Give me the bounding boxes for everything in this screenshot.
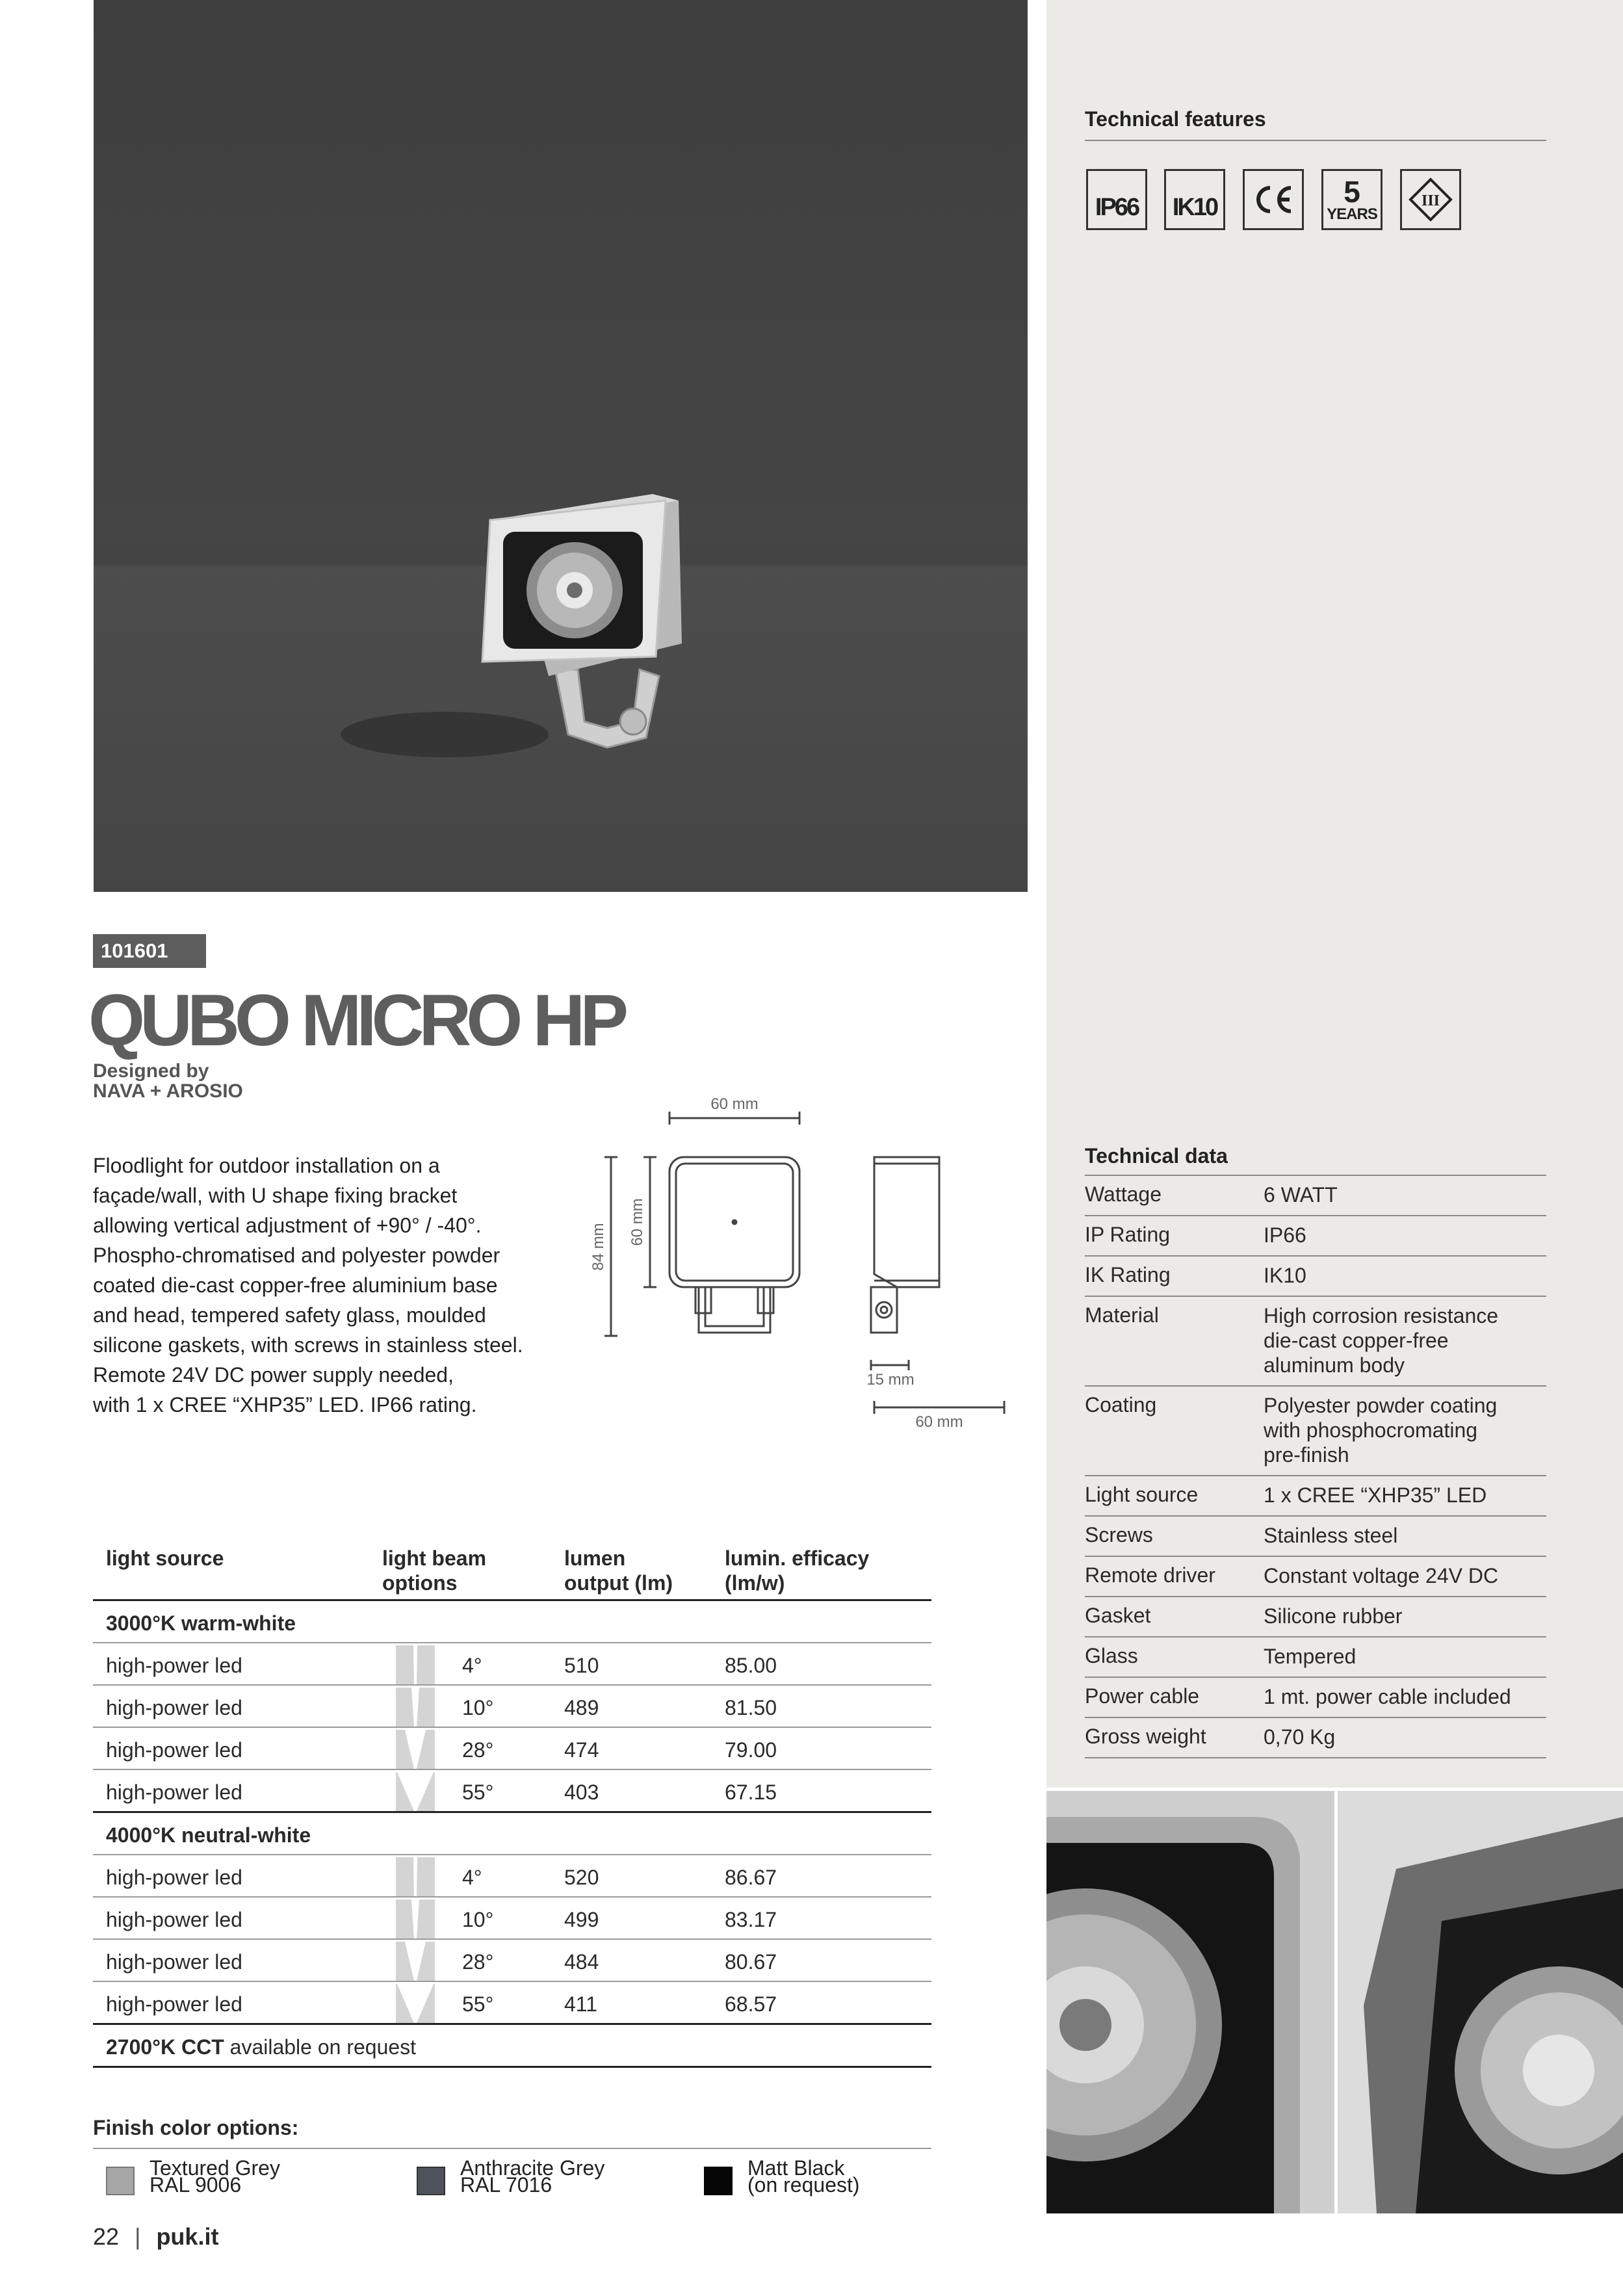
swatch-textured-grey — [106, 2167, 135, 2195]
header-lumen — [564, 1546, 673, 1595]
tech-label: Remote driver — [1085, 1563, 1215, 1587]
header-lumen-line2: output (lm) — [564, 1571, 673, 1595]
site-link[interactable]: puk.it — [156, 2223, 219, 2250]
class-iii-icon — [1400, 169, 1461, 230]
cell-beam: 28° — [462, 1950, 494, 1974]
cell-beam: 4° — [462, 1654, 482, 1677]
cell-lumen: 510 — [564, 1654, 599, 1677]
cell-beam: 10° — [462, 1696, 494, 1719]
dim-height-inner: 60 mm — [629, 1198, 646, 1246]
table-row — [93, 1855, 931, 1898]
cell-efficacy: 80.67 — [725, 1950, 777, 1974]
cell-beam: 10° — [462, 1908, 494, 1931]
cell-efficacy: 86.67 — [725, 1866, 777, 1889]
cell-source: high-power led — [106, 1908, 242, 1931]
product-code: 101601 — [93, 934, 206, 968]
cct-note-row — [93, 2025, 931, 2068]
cct-note — [106, 2035, 416, 2059]
finish-code: (on request) — [747, 2173, 860, 2197]
cell-efficacy: 68.57 — [725, 1992, 777, 2016]
product-description — [93, 1151, 587, 1420]
tech-value: High corrosion resistance die-cast copper-free aluminum body — [1264, 1304, 1499, 1377]
cell-source: high-power led — [106, 1992, 242, 2016]
description-line: Remote 24V DC power supply needed, — [93, 1363, 454, 1387]
finish-option-label — [149, 2156, 280, 2197]
dim-width-side: 60 mm — [915, 1413, 963, 1431]
tech-value: 0,70 Kg — [1264, 1725, 1336, 1749]
swatch-anthracite-grey — [417, 2167, 445, 2195]
cell-lumen: 403 — [564, 1781, 599, 1804]
cell-beam: 4° — [462, 1866, 482, 1889]
description-line: allowing vertical adjustment of +90° / -40°. — [93, 1214, 482, 1237]
tech-value: 1 mt. power cable included — [1264, 1685, 1511, 1708]
ip66-icon: IP66 — [1086, 169, 1147, 230]
beam-55-icon — [396, 1772, 435, 1811]
finish-title: Finish color options: — [93, 2116, 931, 2149]
swatch-matt-black — [704, 2167, 733, 2195]
header-light-beam-line2: options — [382, 1571, 458, 1595]
class-iii-label: III — [1421, 192, 1440, 209]
tech-label: IK Rating — [1085, 1263, 1171, 1286]
header-light-beam — [382, 1546, 486, 1595]
warranty-5-years-icon: 5 YEARS — [1321, 169, 1383, 230]
technical-features-rule — [1085, 140, 1546, 141]
cell-beam: 28° — [462, 1738, 494, 1762]
tech-row — [1085, 1297, 1546, 1387]
group-row-4000k — [93, 1813, 931, 1855]
finish-option-label — [747, 2156, 860, 2197]
tech-label: Light source — [1085, 1483, 1199, 1506]
tech-row — [1085, 1597, 1546, 1637]
cell-lumen: 499 — [564, 1908, 599, 1931]
detail-photo-housing — [1338, 1791, 1623, 2213]
dimension-drawing — [585, 1092, 1027, 1443]
tech-row — [1085, 1557, 1546, 1597]
product-hero-photo — [94, 0, 1028, 892]
cell-source: high-power led — [106, 1866, 242, 1889]
description-line: with 1 x CREE “XHP35” LED. IP66 rating. — [93, 1393, 477, 1416]
tech-label: Material — [1085, 1303, 1159, 1327]
cell-efficacy: 81.50 — [725, 1696, 777, 1719]
tech-row — [1085, 1517, 1546, 1557]
cell-efficacy: 67.15 — [725, 1781, 777, 1804]
table-row — [93, 1686, 931, 1728]
group-row-3000k — [93, 1601, 931, 1643]
tech-value: Tempered — [1264, 1645, 1357, 1668]
cell-source: high-power led — [106, 1950, 242, 1974]
floodlight-illustration — [94, 0, 1028, 892]
dim-depth-small: 15 mm — [866, 1371, 915, 1389]
table-row — [93, 1940, 931, 1982]
header-light-beam-line1: light beam — [382, 1546, 487, 1570]
cell-efficacy: 83.17 — [725, 1908, 777, 1931]
header-lumen-line1: lumen — [564, 1546, 626, 1570]
finish-name: Matt Black — [747, 2156, 845, 2180]
tech-value: Silicone rubber — [1264, 1604, 1403, 1628]
cell-lumen: 484 — [564, 1950, 599, 1974]
tech-row — [1085, 1387, 1546, 1476]
cell-lumen: 474 — [564, 1738, 599, 1762]
beam-4-icon — [396, 1645, 435, 1684]
designer-name: NAVA + AROSIO — [93, 1080, 243, 1102]
cell-beam: 55° — [462, 1781, 494, 1804]
tech-label: Coating — [1085, 1393, 1157, 1416]
beam-55-icon — [396, 1984, 435, 2023]
table-row — [93, 1898, 931, 1940]
header-efficacy — [725, 1546, 869, 1595]
cct-note-rest: available on request — [224, 2035, 417, 2059]
tech-row — [1085, 1476, 1546, 1517]
tech-row — [1085, 1216, 1546, 1257]
technical-features-title: Technical features — [1085, 107, 1266, 131]
tech-value: Polyester powder coating with phosphocromating pre-finish — [1264, 1394, 1498, 1467]
header-light-source: light source — [106, 1546, 224, 1570]
finish-options-header — [93, 2116, 931, 2149]
footer-separator: | — [135, 2223, 141, 2250]
dim-height-outer: 84 mm — [590, 1223, 607, 1271]
table-header — [93, 1541, 931, 1601]
cct-note-bold: 2700°K CCT — [106, 2035, 224, 2059]
cell-efficacy: 85.00 — [725, 1654, 777, 1677]
tech-value: 6 WATT — [1264, 1183, 1338, 1207]
tech-label: Gasket — [1085, 1604, 1151, 1627]
header-efficacy-line1: lumin. efficacy — [725, 1546, 870, 1570]
description-line: Floodlight for outdoor installation on a — [93, 1154, 440, 1177]
tech-row — [1085, 1257, 1546, 1297]
tech-row — [1085, 1637, 1546, 1678]
tech-row — [1085, 1176, 1546, 1216]
beam-10-icon — [396, 1688, 435, 1727]
cell-efficacy: 79.00 — [725, 1738, 777, 1762]
beam-28-icon — [396, 1942, 435, 1981]
table-row — [93, 1770, 931, 1813]
finish-option-label — [460, 2156, 605, 2197]
dim-width-top: 60 mm — [710, 1095, 759, 1113]
finish-name: Anthracite Grey — [460, 2156, 605, 2180]
beam-10-icon — [396, 1899, 435, 1938]
cell-source: high-power led — [106, 1738, 242, 1762]
light-source-table — [93, 1541, 931, 2068]
description-line: and head, tempered safety glass, moulded — [93, 1303, 486, 1327]
description-line: façade/wall, with U shape fixing bracket — [93, 1184, 458, 1207]
table-row — [93, 1728, 931, 1770]
finish-code: RAL 9006 — [149, 2173, 242, 2197]
finish-name: Textured Grey — [149, 2156, 280, 2180]
description-line: silicone gaskets, with screws in stainless steel. — [93, 1333, 523, 1357]
tech-value: IK10 — [1264, 1264, 1306, 1287]
finish-code: RAL 7016 — [460, 2173, 552, 2197]
cell-lumen: 520 — [564, 1866, 599, 1889]
ik10-icon: IK10 — [1164, 169, 1225, 230]
description-line: Phospho-chromatised and polyester powder — [93, 1244, 500, 1267]
technical-data-title: Technical data — [1085, 1144, 1546, 1176]
tech-label: IP Rating — [1085, 1223, 1171, 1246]
tech-label: Glass — [1085, 1644, 1138, 1667]
beam-28-icon — [396, 1730, 435, 1769]
tech-label: Screws — [1085, 1523, 1153, 1546]
tech-row — [1085, 1678, 1546, 1718]
cell-lumen: 411 — [564, 1992, 598, 2016]
designed-by-label: Designed by — [93, 1060, 209, 1082]
tech-label: Gross weight — [1085, 1725, 1206, 1748]
tech-label: Power cable — [1085, 1684, 1200, 1708]
cell-source: high-power led — [106, 1696, 242, 1719]
group-name: 4000°K neutral-white — [106, 1823, 311, 1847]
description-line: coated die-cast copper-free aluminium base — [93, 1273, 498, 1297]
ce-mark-icon — [1243, 169, 1304, 230]
group-name: 3000°K warm-white — [106, 1611, 296, 1635]
page-footer — [93, 2223, 218, 2250]
cell-source: high-power led — [106, 1654, 242, 1677]
designer-block — [93, 1061, 243, 1101]
cell-source: high-power led — [106, 1781, 242, 1804]
product-name: QUBO MICRO HP — [88, 980, 624, 1061]
tech-label: Wattage — [1085, 1182, 1162, 1206]
detail-photo-lens — [1046, 1791, 1334, 2213]
table-row — [93, 1982, 931, 2025]
cell-lumen: 489 — [564, 1696, 599, 1719]
page-number: 22 — [93, 2223, 120, 2250]
beam-4-icon — [396, 1857, 435, 1896]
header-efficacy-line2: (lm/w) — [725, 1571, 785, 1595]
tech-value: IP66 — [1264, 1223, 1306, 1247]
cell-beam: 55° — [462, 1992, 494, 2016]
tech-row — [1085, 1718, 1546, 1758]
tech-value: Stainless steel — [1264, 1524, 1398, 1547]
table-row — [93, 1643, 931, 1686]
tech-value: Constant voltage 24V DC — [1264, 1564, 1499, 1587]
tech-value: 1 x CREE “XHP35” LED — [1264, 1483, 1487, 1507]
technical-data-table — [1085, 1144, 1546, 1758]
